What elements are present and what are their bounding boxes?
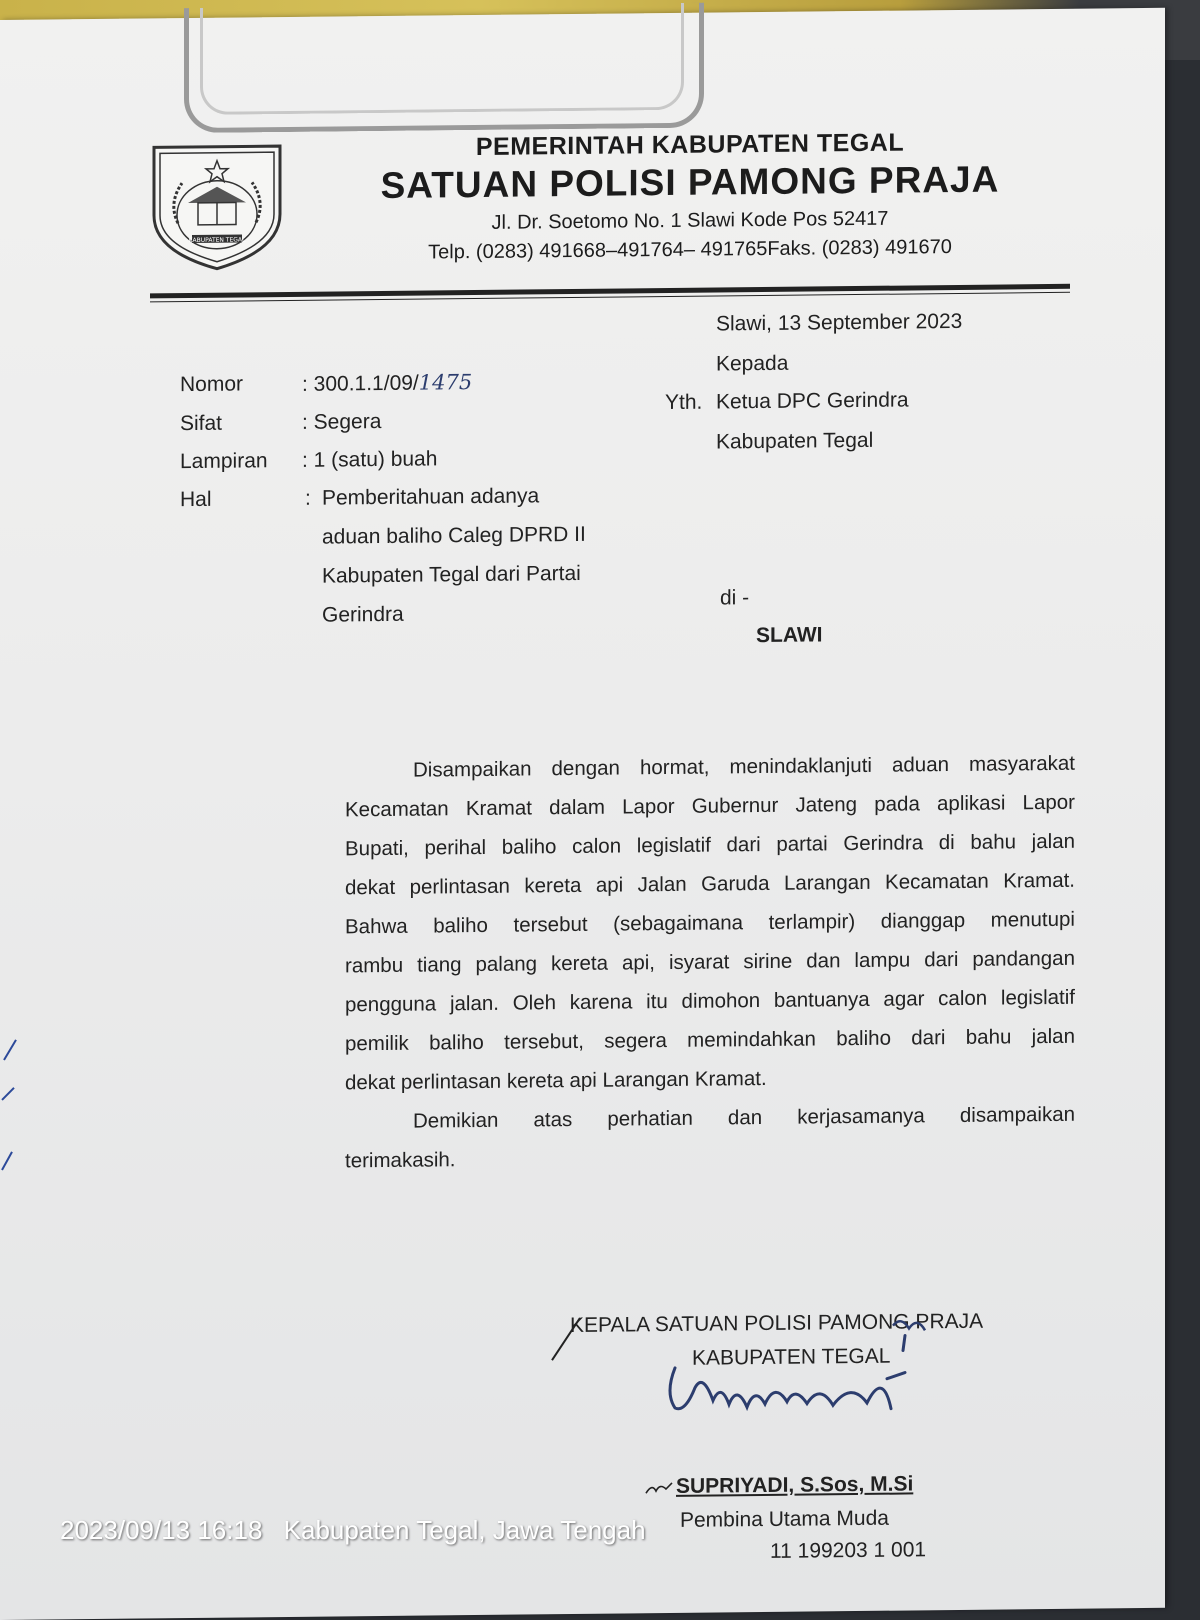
signature-title-2: KABUPATEN TEGAL <box>692 1344 891 1370</box>
body-line: pengguna jalan. Oleh karena itu dimohon bantuanya agar calon legislatif <box>345 985 1075 1017</box>
nomor-label: Nomor <box>180 372 244 397</box>
hal-line: aduan baliho Caleg DPRD II <box>322 522 586 549</box>
body-paragraph-1 <box>345 744 1075 1103</box>
signatory-rank: Pembina Utama Muda <box>680 1506 889 1532</box>
recipient-region: Kabupaten Tegal <box>716 428 874 454</box>
photo-timestamp <box>60 1515 646 1546</box>
pen-stroke-icon <box>548 1314 584 1364</box>
agency-name: SATUAN POLISI PAMONG PRAJA <box>380 158 1000 207</box>
photo-location: Kabupaten Tegal, Jawa Tengah <box>283 1515 646 1545</box>
hal-colon: : <box>305 486 311 510</box>
logo-text: KABUPATEN TEGAL <box>188 236 246 245</box>
photo-datetime: 2023/09/13 16:18 <box>60 1515 263 1545</box>
body-line: rambu tiang palang kereta api, isyarat sirine dan lampu dari pandangan <box>345 946 1075 978</box>
agency-phone: Telp. (0283) 491668–491764– 491765Faks. (0283) 491670 <box>428 236 952 264</box>
hal-line: Pemberitahuan adanya <box>322 484 540 510</box>
nomor-value: : 300.1.1/09/1475 <box>302 370 473 396</box>
body-line: Kecamatan Kramat dalam Lapor Gubernur Jateng pada aplikasi Lapor <box>345 790 1075 822</box>
body-line: Bupati, perihal baliho calon legislatif dari partai Gerindra di bahu jalan <box>345 829 1075 861</box>
signature-title-1: KEPALA SATUAN POLISI PAMONG PRAJA <box>570 1309 984 1338</box>
body-line: pemilik baliho tersebut, segera memindahkan baliho dari bahu jalan <box>345 1024 1075 1056</box>
clipboard-clip-inner <box>200 3 684 115</box>
letterhead <box>300 127 1080 266</box>
lampiran-value: : 1 (satu) buah <box>302 447 438 472</box>
body-line: dekat perlintasan kereta api Jalan Garuda Larangan Kecamatan Kramat. <box>345 868 1075 900</box>
body-line: Demikian atas perhatian dan kerjasamanya disampaikan <box>413 1102 1075 1133</box>
sifat-value: : Segera <box>302 410 382 434</box>
agency-address: Jl. Dr. Soetomo No. 1 Slawi Kode Pos 52417 <box>491 207 889 234</box>
recipient-di: di - <box>720 586 750 610</box>
recipient-kepada: Kepada <box>716 351 789 376</box>
kabupaten-tegal-emblem-icon <box>148 142 286 273</box>
government-name: PEMERINTAH KABUPATEN TEGAL <box>475 128 905 162</box>
body-line: Disampaikan dengan hormat, menindaklanjuti aduan masyarakat <box>413 751 1075 782</box>
body-line: Bahwa baliho tersebut (sebagaimana terlampir) dianggap menutupi <box>345 907 1075 939</box>
sifat-label: Sifat <box>180 411 223 436</box>
hal-label: Hal <box>180 487 212 512</box>
body-line: terimakasih. <box>345 1148 456 1173</box>
hal-line: Gerindra <box>322 602 404 627</box>
pen-initial-icon <box>644 1479 674 1497</box>
recipient-name: Ketua DPC Gerindra <box>716 388 909 414</box>
lampiran-label: Lampiran <box>180 449 268 474</box>
handwritten-signature-icon <box>655 1310 955 1443</box>
margin-pen-marks-icon <box>0 1020 24 1180</box>
recipient-yth: Yth. <box>665 390 703 415</box>
signatory-nip: 11 199203 1 001 <box>770 1538 927 1563</box>
letter-paper <box>0 8 1165 1620</box>
signatory-name: SUPRIYADI, S.Sos, M.Si <box>676 1472 914 1498</box>
body-line: dekat perlintasan kereta api Larangan Kramat. <box>345 1066 767 1095</box>
date-line: Slawi, 13 September 2023 <box>716 309 963 336</box>
hal-line: Kabupaten Tegal dari Partai <box>322 561 581 588</box>
recipient-city: SLAWI <box>756 623 823 648</box>
nomor-handwritten: 1475 <box>418 370 473 395</box>
body-paragraph-2 <box>345 1095 1075 1181</box>
